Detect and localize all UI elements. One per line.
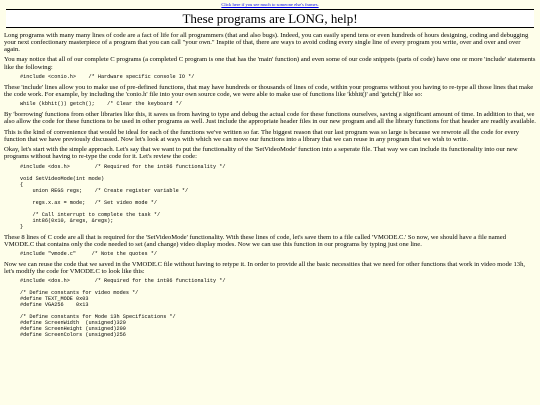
code-line: #define ScreenWidth (unsigned)320: [20, 320, 126, 327]
code-line: #include <dos.h> /* Required for the int86 functionality */: [20, 278, 226, 285]
code-block-conio: [4, 74, 536, 80]
frames-link[interactable]: Click here if you see much to someone else's frames.: [221, 2, 319, 7]
article-body: [0, 32, 540, 339]
code-line: /* Define constants for Mode 13h Specifications */: [20, 314, 176, 321]
code-line: #include <dos.h> /* Required for the int86 functionality */: [20, 163, 226, 170]
code-line: }: [20, 223, 24, 230]
paragraph-vmode-file: These 8 lines of C code are all that is required for the 'SetVideoMode' functionality. With these lines of code, let's save them to a file called 'VMODE.C.' So now, we should have a file named VMODE.C that contains only the code needed to set (and change) video display modes. Now we can use this function in our programs by typing just one line.: [4, 233, 506, 248]
code-line: void SetVideoMode(int mode): [20, 175, 105, 182]
paragraph-convenience: This is the kind of convenience that would be ideal for each of the functions we've written so far. The biggest reason that our last program was so large is because we rewrote all the code for every function that we have previously discussed. Now let's look at ways with which we can move our functions into a library that we can reuse in any program that we wish to write.: [4, 128, 520, 143]
code-line: /* Call interrupt to complete the task */: [20, 211, 161, 218]
code-line: #define TEXT_MODE 0x03: [20, 296, 89, 303]
page-title: These programs are LONG, help!: [6, 9, 534, 28]
paragraph-simple-approach: Okay, let's start with the simple approach. Let's say that we want to put the functionality of the 'SetVideoMode' function into a seperate file. That way we can include its functionality into our new programs without having to re-type the code for it. Let's review the code:: [4, 146, 518, 161]
code-line: #include <conio.h> /* Hardware specific console IO */: [20, 74, 195, 81]
paragraph-include-statements: You may notice that all of our complete C programs (a completed C program is one that has the 'main' function) and even some of our code snippets (parts of code) have one or more 'include' statements like the following:: [4, 56, 536, 71]
code-line: #include "vmode.c" /* Note the quotes */: [20, 251, 157, 258]
code-block-setvideomode: [4, 164, 536, 230]
code-line: union REGS regs; /* Create register variable */: [20, 187, 189, 194]
code-line: int86(0x10, &regs, &regs);: [20, 217, 114, 224]
code-line: regs.x.ax = mode; /* Set video mode */: [20, 199, 157, 206]
paragraph-include-lines: These 'include' lines allow you to make use of pre-defined functions, that may have hundreds or thousands of lines of code, within your programs without you having to re-type all those lines that make the code work. For example, by including the 'conio.h' file into your own source code, we were able to make use of functions like 'kbhit()' and 'getch()' like so:: [4, 83, 534, 98]
code-block-include-vmode: [4, 251, 536, 257]
code-block-vmode-constants: [4, 278, 536, 338]
code-line: #define ScreenColors (unsigned)256: [20, 332, 126, 339]
code-block-kbhit: [4, 101, 536, 107]
code-line: {: [20, 181, 24, 188]
paragraph-borrowing: By 'borrowing' functions from other libraries like this, it saves us from having to type and debug the actual code for these functions ourselves, saving a significant amount of time. In addition to that, we also allow the code for these functions to be used in other programs as well. Just include the appropriate header files in our new program and all the library functions for that header are readily available.: [4, 110, 536, 125]
code-line: /* Define constants for video modes */: [20, 290, 139, 297]
paragraph-intro: Long programs with many many lines of code are a fact of life for all programmers (that and also bugs). Indeed, you can easily spend tens or even hundreds of hours designing, coding and debugging your next confectionary masterpiece of a program that you can call "your own." Inspite of that, there are ways to avoid coding every single line of every program you write, over and over and over again.: [4, 31, 529, 53]
code-line: while (kbhit()) getch(); /* Clear the keyboard */: [20, 101, 182, 108]
code-line: #define ScreenHeight (unsigned)200: [20, 326, 126, 333]
code-line: #define VGA256 0x13: [20, 302, 89, 309]
paragraph-reuse: Now we can reuse the code that we saved in the VMODE.C file without having to retype it. In order to provide all the basic necessities that we need for other functions that work in video mode 13h, let's modify the code for VMODE.C to look like this:: [4, 260, 526, 275]
